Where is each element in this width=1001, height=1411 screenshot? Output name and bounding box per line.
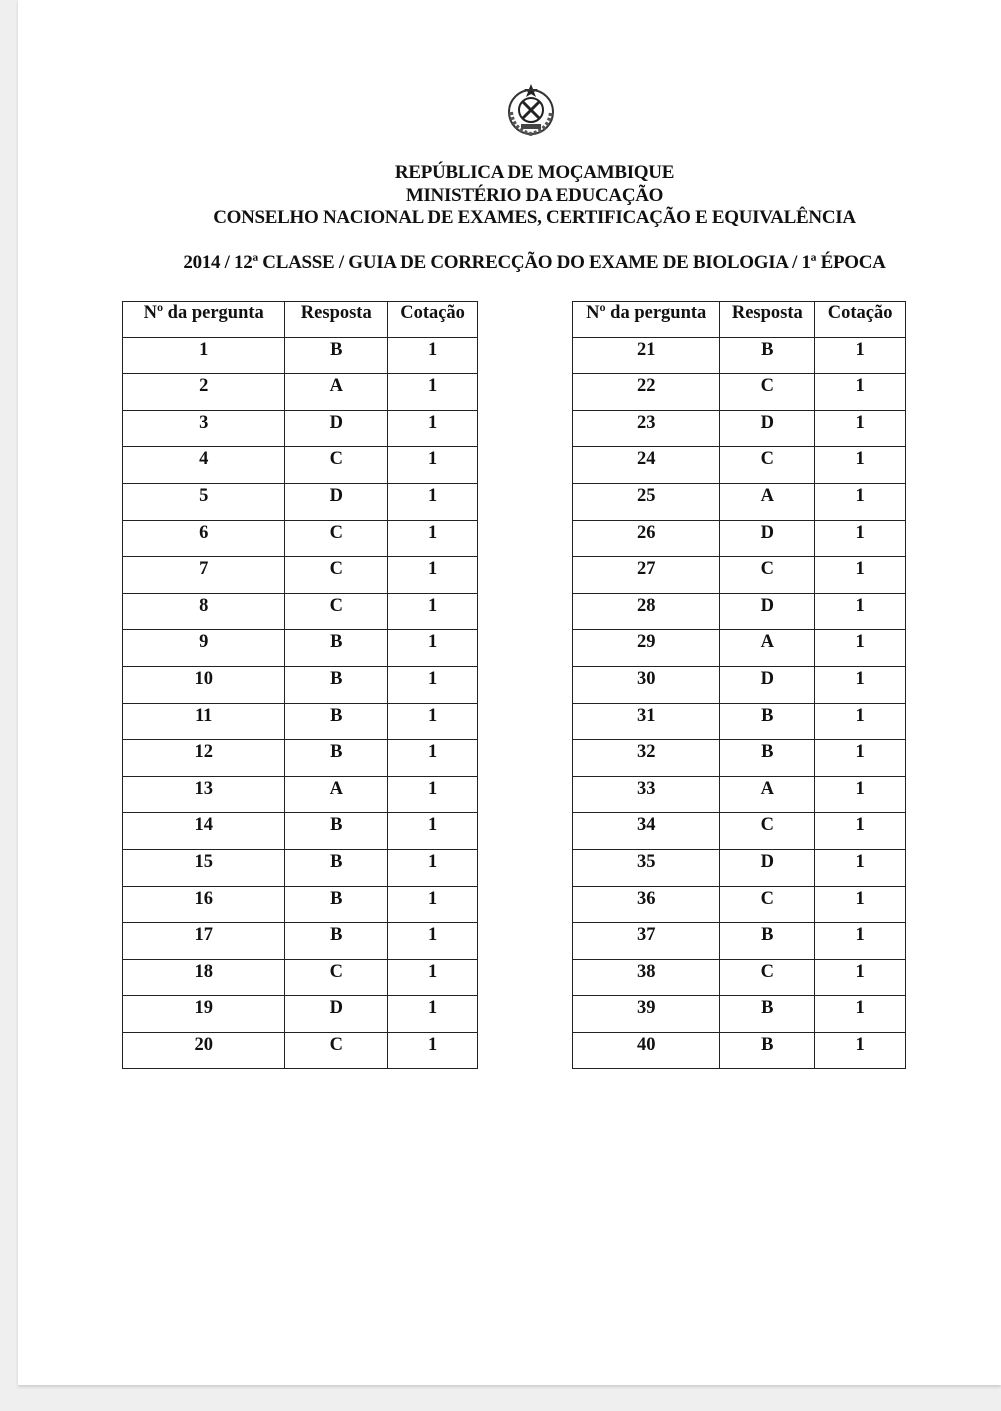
question-number-cell: 9	[123, 630, 285, 667]
table-row	[573, 337, 906, 374]
question-number-cell: 6	[123, 520, 285, 557]
answer-cell: D	[285, 996, 388, 1033]
answer-cell: B	[285, 630, 388, 667]
table-row	[573, 996, 906, 1033]
score-cell: 1	[388, 630, 478, 667]
question-number-cell: 11	[123, 703, 285, 740]
council-name: CONSELHO NACIONAL DE EXAMES, CERTIFICAÇÃO E EQUIVALÊNCIA	[213, 207, 856, 228]
score-cell: 1	[388, 996, 478, 1033]
col-answer: Resposta	[285, 302, 388, 338]
answer-cell: B	[720, 740, 815, 777]
table-row	[573, 557, 906, 594]
table-row	[573, 410, 906, 447]
answer-cell: B	[285, 849, 388, 886]
table-row	[123, 557, 478, 594]
answer-cell: C	[285, 959, 388, 996]
question-number-cell: 14	[123, 813, 285, 850]
table-row	[123, 996, 478, 1033]
answer-cell: A	[720, 776, 815, 813]
score-cell: 1	[388, 593, 478, 630]
question-number-cell: 39	[573, 996, 720, 1033]
score-cell: 1	[388, 740, 478, 777]
answer-cell: C	[720, 447, 815, 484]
score-cell: 1	[815, 557, 906, 594]
question-number-cell: 18	[123, 959, 285, 996]
answer-cell: B	[720, 337, 815, 374]
question-number-cell: 10	[123, 666, 285, 703]
answer-cell: B	[720, 923, 815, 960]
question-number-cell: 27	[573, 557, 720, 594]
answer-cell: D	[720, 520, 815, 557]
table-row	[123, 483, 478, 520]
answer-cell: D	[285, 410, 388, 447]
answer-cell: B	[285, 337, 388, 374]
question-number-cell: 32	[573, 740, 720, 777]
table-row	[573, 666, 906, 703]
score-cell: 1	[388, 959, 478, 996]
answer-cell: D	[720, 666, 815, 703]
question-number-cell: 7	[123, 557, 285, 594]
table-row	[573, 630, 906, 667]
question-number-cell: 17	[123, 923, 285, 960]
answer-cell: D	[720, 410, 815, 447]
table-row	[123, 923, 478, 960]
answer-cell: D	[285, 483, 388, 520]
score-cell: 1	[815, 483, 906, 520]
score-cell: 1	[388, 813, 478, 850]
question-number-cell: 21	[573, 337, 720, 374]
score-cell: 1	[388, 337, 478, 374]
table-row	[123, 630, 478, 667]
question-number-cell: 30	[573, 666, 720, 703]
answer-table-2	[572, 301, 906, 1069]
score-cell: 1	[815, 374, 906, 411]
score-cell: 1	[815, 630, 906, 667]
question-number-cell: 40	[573, 1032, 720, 1069]
question-number-cell: 5	[123, 483, 285, 520]
table-row	[123, 410, 478, 447]
score-cell: 1	[815, 520, 906, 557]
table-row	[123, 813, 478, 850]
answer-cell: C	[285, 557, 388, 594]
score-cell: 1	[388, 703, 478, 740]
table-row	[573, 813, 906, 850]
score-cell: 1	[388, 520, 478, 557]
score-cell: 1	[815, 959, 906, 996]
table-row	[123, 886, 478, 923]
table-row	[123, 703, 478, 740]
table-row	[573, 593, 906, 630]
answer-cell: C	[720, 813, 815, 850]
question-number-cell: 35	[573, 849, 720, 886]
score-cell: 1	[815, 447, 906, 484]
score-cell: 1	[388, 886, 478, 923]
table-row	[573, 959, 906, 996]
table-row	[123, 337, 478, 374]
answer-cell: C	[285, 593, 388, 630]
score-cell: 1	[815, 813, 906, 850]
score-cell: 1	[815, 996, 906, 1033]
table-row	[573, 849, 906, 886]
col-score: Cotação	[388, 302, 478, 338]
answer-cell: C	[720, 959, 815, 996]
answer-cell: A	[285, 374, 388, 411]
question-number-cell: 20	[123, 1032, 285, 1069]
score-cell: 1	[815, 593, 906, 630]
answer-cell: B	[720, 1032, 815, 1069]
table-row	[573, 740, 906, 777]
table-row	[573, 1032, 906, 1069]
score-cell: 1	[388, 410, 478, 447]
question-number-cell: 34	[573, 813, 720, 850]
answer-cell: A	[720, 483, 815, 520]
question-number-cell: 19	[123, 996, 285, 1033]
score-cell: 1	[388, 923, 478, 960]
table-row	[573, 776, 906, 813]
score-cell: 1	[815, 703, 906, 740]
score-cell: 1	[388, 557, 478, 594]
col-question-number: Nº da pergunta	[573, 302, 720, 338]
answer-cell: C	[285, 1032, 388, 1069]
question-number-cell: 22	[573, 374, 720, 411]
question-number-cell: 15	[123, 849, 285, 886]
answer-cell: D	[720, 849, 815, 886]
col-question-number: Nº da pergunta	[123, 302, 285, 338]
question-number-cell: 16	[123, 886, 285, 923]
table-row	[123, 666, 478, 703]
score-cell: 1	[388, 374, 478, 411]
table-row	[123, 959, 478, 996]
answer-cell: C	[720, 886, 815, 923]
question-number-cell: 31	[573, 703, 720, 740]
question-number-cell: 36	[573, 886, 720, 923]
score-cell: 1	[388, 666, 478, 703]
answer-cell: B	[285, 666, 388, 703]
question-number-cell: 4	[123, 447, 285, 484]
col-answer: Resposta	[720, 302, 815, 338]
answer-cell: B	[720, 703, 815, 740]
answer-cell: B	[285, 813, 388, 850]
score-cell: 1	[388, 1032, 478, 1069]
answer-cell: B	[285, 703, 388, 740]
score-cell: 1	[388, 483, 478, 520]
answer-cell: C	[720, 374, 815, 411]
ministry-name: MINISTÉRIO DA EDUCAÇÃO	[405, 185, 664, 206]
score-cell: 1	[388, 447, 478, 484]
question-number-cell: 29	[573, 630, 720, 667]
score-cell: 1	[815, 923, 906, 960]
score-cell: 1	[815, 666, 906, 703]
question-number-cell: 3	[123, 410, 285, 447]
national-emblem-icon	[503, 82, 559, 138]
answer-cell: A	[285, 776, 388, 813]
question-number-cell: 8	[123, 593, 285, 630]
question-number-cell: 23	[573, 410, 720, 447]
answer-cell: A	[720, 630, 815, 667]
score-cell: 1	[815, 886, 906, 923]
table-row	[123, 1032, 478, 1069]
question-number-cell: 1	[123, 337, 285, 374]
question-number-cell: 33	[573, 776, 720, 813]
table-row	[123, 374, 478, 411]
answer-cell: C	[720, 557, 815, 594]
table-row	[573, 374, 906, 411]
col-score: Cotação	[815, 302, 906, 338]
answer-table-1	[122, 301, 478, 1069]
question-number-cell: 25	[573, 483, 720, 520]
table-row	[123, 776, 478, 813]
score-cell: 1	[815, 740, 906, 777]
table-row	[123, 447, 478, 484]
score-cell: 1	[388, 849, 478, 886]
question-number-cell: 13	[123, 776, 285, 813]
table-row	[573, 483, 906, 520]
score-cell: 1	[815, 337, 906, 374]
answer-cell: C	[285, 520, 388, 557]
question-number-cell: 26	[573, 520, 720, 557]
score-cell: 1	[815, 410, 906, 447]
question-number-cell: 28	[573, 593, 720, 630]
table-row	[573, 703, 906, 740]
country-name: REPÚBLICA DE MOÇAMBIQUE	[394, 162, 675, 183]
question-number-cell: 37	[573, 923, 720, 960]
score-cell: 1	[388, 776, 478, 813]
table-row	[573, 886, 906, 923]
question-number-cell: 38	[573, 959, 720, 996]
table-row	[123, 593, 478, 630]
score-cell: 1	[815, 849, 906, 886]
score-cell: 1	[815, 776, 906, 813]
document-title: 2014 / 12ª CLASSE / GUIA DE CORRECÇÃO DO EXAME DE BIOLOGIA / 1ª ÉPOCA	[183, 252, 886, 273]
table-row	[573, 520, 906, 557]
table-row	[573, 923, 906, 960]
answer-cell: B	[720, 996, 815, 1033]
answer-cell: B	[285, 923, 388, 960]
answer-cell: B	[285, 740, 388, 777]
table-row	[123, 520, 478, 557]
question-number-cell: 12	[123, 740, 285, 777]
answer-cell: C	[285, 447, 388, 484]
question-number-cell: 2	[123, 374, 285, 411]
question-number-cell: 24	[573, 447, 720, 484]
answer-cell: B	[285, 886, 388, 923]
table-row	[123, 740, 478, 777]
answer-cell: D	[720, 593, 815, 630]
table-row	[123, 849, 478, 886]
score-cell: 1	[815, 1032, 906, 1069]
table-row	[573, 447, 906, 484]
